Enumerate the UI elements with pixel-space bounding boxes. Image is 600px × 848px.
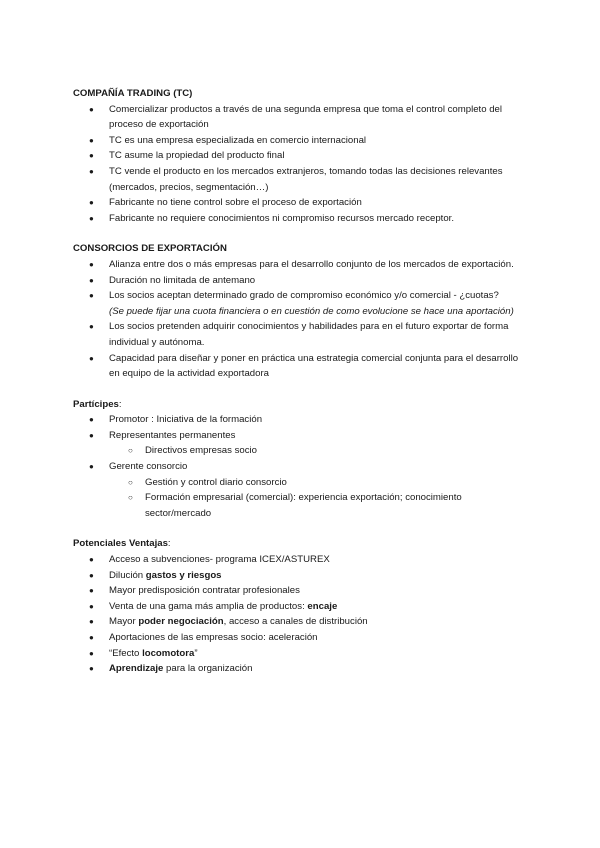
section-heading: [73, 536, 528, 552]
bullet-icon: ●: [89, 104, 94, 114]
hollow-bullet-icon: ○: [128, 446, 133, 456]
list-item-text: Capacidad para diseñar y poner en práctica una estrategia comercial conjunta para el desarrollo en equipo de la actividad exportadora: [109, 352, 519, 380]
list-item-text-tail: para la organización: [163, 663, 253, 675]
list-item: [73, 646, 528, 662]
list-item: [73, 552, 528, 568]
list-item: [73, 195, 528, 211]
bullet-list: [73, 102, 528, 227]
list-item: [73, 211, 528, 227]
list-item: [73, 412, 528, 428]
bullet-icon: ●: [89, 664, 94, 674]
bullet-icon: ●: [89, 555, 94, 565]
bullet-icon: ●: [89, 151, 94, 161]
sub-list-item-text: Formación empresarial (comercial): experiencia exportación; conocimiento sector/mercado: [145, 492, 462, 519]
section-potenciales-ventajas: [73, 536, 528, 676]
list-item: [73, 459, 528, 521]
list-item: [73, 568, 528, 584]
list-item: [73, 583, 528, 599]
section-heading: COMPAÑÍA TRADING (TC): [73, 88, 193, 99]
section-heading-colon: :: [118, 398, 122, 410]
bullet-icon: ●: [89, 259, 94, 269]
bullet-icon: ●: [89, 648, 94, 658]
section-heading-text: Potenciales Ventajas: [73, 538, 168, 550]
list-item: [73, 351, 528, 382]
list-item-text: Promotor : Iniciativa de la formación: [109, 414, 263, 426]
list-item-text: Venta de una gama más amplia de productos:: [109, 600, 308, 612]
list-item: [73, 257, 528, 273]
bullet-icon: ●: [89, 415, 94, 425]
bullet-icon: ●: [89, 617, 94, 627]
list-item-text: Duración no limitada de antemano: [109, 274, 256, 286]
bullet-list: [73, 257, 528, 382]
section-consorcios-exportacion: [73, 241, 528, 381]
list-item-text: Mayor predisposición contratar profesionales: [109, 585, 300, 597]
list-item-text: Gerente consorcio: [109, 461, 188, 473]
bold-text: encaje: [307, 600, 338, 612]
bullet-icon: ●: [89, 633, 94, 642]
list-item-text: Los socios aceptan determinado grado de compromiso económico y/o comercial - ¿cuotas?: [109, 290, 499, 302]
section-participes: [73, 397, 528, 522]
list-item: [73, 614, 528, 630]
list-item: [73, 319, 528, 350]
section-heading-colon: :: [167, 538, 171, 550]
sub-list-item: [109, 490, 528, 521]
list-item: [73, 288, 528, 319]
hollow-bullet-icon: ○: [128, 493, 133, 503]
list-item-text: “Efecto: [109, 647, 143, 659]
list-item-text: Dilución: [109, 569, 146, 581]
bullet-icon: ●: [89, 291, 94, 301]
bullet-icon: ●: [89, 353, 94, 363]
bullet-icon: ●: [89, 601, 94, 611]
section-heading-text: Partícipes: [73, 398, 119, 410]
section-heading: CONSORCIOS DE EXPORTACIÓN: [73, 243, 227, 255]
list-item-text: Alianza entre dos o más empresas para el desarrollo conjunto de los mercados de exportación.: [109, 258, 514, 270]
list-item: [73, 599, 528, 615]
bullet-icon: ●: [89, 135, 94, 145]
list-item: [73, 133, 528, 149]
sub-list-item: [109, 443, 528, 459]
list-item-text: TC es una empresa especializada en comercio internacional: [109, 134, 367, 146]
bullet-icon: ●: [89, 570, 94, 580]
list-item: [73, 164, 528, 195]
bullet-icon: ●: [89, 198, 94, 208]
bullet-icon: ●: [89, 275, 94, 285]
list-item-text: Fabricante no tiene control sobre el proceso de exportación: [109, 197, 362, 209]
list-item: [73, 661, 528, 677]
list-item-text-tail: , acceso a canales de distribución: [223, 616, 368, 628]
sub-bullet-list: [109, 443, 528, 459]
list-item-text: Mayor: [109, 616, 139, 628]
section-compania-trading: [73, 86, 528, 226]
list-item-text: Fabricante no requiere conocimientos ni compromiso recursos mercado receptor.: [109, 212, 454, 224]
list-item: [73, 102, 528, 133]
list-item-text: Representantes permanentes: [109, 429, 236, 441]
list-item-text: Comercializar productos a través de una segunda empresa que toma el control completo del proceso de exportación: [109, 103, 503, 131]
document-content: [73, 86, 528, 692]
sub-list-item: [109, 475, 528, 491]
sub-list-item-text: Directivos empresas socio: [145, 445, 257, 457]
bold-text: poder negociación: [138, 616, 224, 628]
bold-text: gastos y riesgos: [145, 569, 222, 581]
bullet-icon: ●: [89, 213, 94, 223]
bullet-icon: ●: [89, 166, 94, 176]
list-item: [73, 148, 528, 164]
list-item-text: TC asume la propiedad del producto final: [109, 150, 285, 162]
bullet-icon: ●: [89, 430, 94, 440]
bullet-icon: ●: [89, 586, 94, 596]
list-item-text: Los socios pretenden adquirir conocimientos y habilidades para en el futuro exportar de forma individual y autónoma.: [109, 321, 509, 348]
italic-note: (Se puede fijar una cuota financiera o en cuestión de como evolucione se hace una aportación): [109, 305, 514, 317]
hollow-bullet-icon: ○: [128, 477, 133, 487]
list-item-text-tail: ”: [194, 647, 198, 659]
list-item: [73, 273, 528, 289]
bullet-icon: ●: [89, 322, 94, 332]
list-item-text: TC vende el producto en los mercados extranjeros, tomando todas las decisiones relevantes (mercados, precios, segmentación…): [109, 165, 503, 193]
bold-text: Aprendizaje: [109, 663, 164, 675]
list-item-text: Acceso a subvenciones- programa ICEX/ASTUREX: [109, 554, 330, 566]
bullet-list: [73, 412, 528, 521]
list-item-text: Aportaciones de las empresas socio: aceleración: [109, 632, 318, 643]
bullet-icon: ●: [89, 462, 94, 472]
list-item: [73, 428, 528, 459]
sub-list-item-text: Gestión y control diario consorcio: [145, 476, 287, 488]
bullet-list: [73, 552, 528, 677]
list-item: [73, 630, 528, 646]
section-heading: [73, 397, 528, 413]
bold-text: locomotora: [142, 647, 195, 659]
sub-bullet-list: [109, 475, 528, 522]
